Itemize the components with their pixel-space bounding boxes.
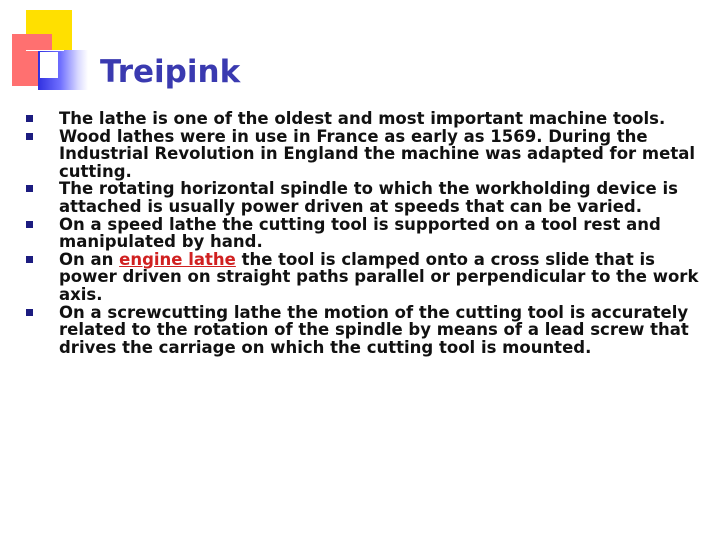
bullet-text: The lathe is one of the oldest and most important machine tools. <box>59 109 666 128</box>
bullet-item <box>26 180 706 215</box>
bullet-list <box>26 110 706 356</box>
bullet-item <box>26 304 706 357</box>
bullet-text-suffix: the tool is clamped onto a cross slide that is power driven on straight paths parallel or perpendicular to the work axis. <box>59 249 699 304</box>
bullet-text: The rotating horizontal spindle to which the workholding device is attached is usually power driven at speeds that can be varied. <box>59 179 678 216</box>
engine-lathe-link[interactable]: engine lathe <box>119 249 236 269</box>
square-bullet-icon <box>26 133 33 140</box>
square-bullet-icon <box>26 309 33 316</box>
square-bullet-icon <box>26 185 33 192</box>
bullet-item <box>26 110 706 128</box>
bullet-item <box>26 251 706 304</box>
bullet-text-prefix: On an <box>59 249 120 269</box>
square-bullet-icon <box>26 256 33 263</box>
decorative-white-block <box>40 52 58 78</box>
bullet-text: On a speed lathe the cutting tool is supported on a tool rest and manipulated by hand. <box>59 214 661 252</box>
square-bullet-icon <box>26 115 33 122</box>
bullet-item <box>26 216 706 251</box>
bullet-item <box>26 128 706 181</box>
bullet-text: On a screwcutting lathe the motion of the cutting tool is accurately related to the rotation of the spindle by means of a lead screw that drives the carriage on which the cutting tool is mounted. <box>59 302 689 357</box>
bullet-text: Wood lathes were in use in France as early as 1569. During the Industrial Revolution in England the machine was adapted for metal cutting. <box>59 126 695 181</box>
decorative-divider-line <box>26 50 64 51</box>
slide-title: Treipink <box>100 54 241 90</box>
square-bullet-icon <box>26 221 33 228</box>
